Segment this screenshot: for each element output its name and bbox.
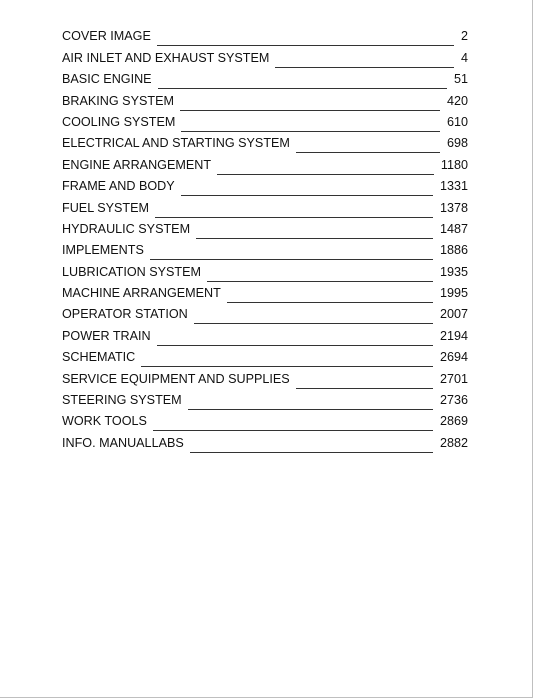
toc-entry-page: 1995 [439, 286, 468, 301]
toc-entry-title: INFO. MANUALLABS [62, 435, 184, 450]
toc-entry[interactable] [62, 86, 468, 107]
toc-leader-line [296, 152, 440, 153]
toc-entry-page: 2194 [439, 328, 468, 343]
toc-entry[interactable] [62, 407, 468, 428]
toc-entry-page: 610 [446, 114, 468, 129]
toc-entry-page: 1378 [439, 200, 468, 215]
toc-leader-line [141, 366, 433, 367]
toc-entry[interactable] [62, 108, 468, 129]
toc-entry-page: 2882 [439, 435, 468, 450]
toc-leader-line [181, 131, 440, 132]
toc-entry-title: ENGINE ARRANGEMENT [62, 157, 212, 172]
toc-entry-page: 2007 [439, 307, 468, 322]
toc-entry-page: 1935 [439, 264, 468, 279]
toc-leader-line [194, 323, 433, 324]
toc-leader-line [181, 195, 433, 196]
toc-entry-page: 1886 [439, 243, 468, 258]
toc-entry-title: HYDRAULIC SYSTEM [62, 221, 191, 236]
toc-leader-line [157, 345, 433, 346]
toc-entry[interactable] [62, 364, 468, 385]
toc-entry[interactable] [62, 257, 468, 278]
toc-leader-line [227, 302, 433, 303]
toc-entry[interactable] [62, 150, 468, 171]
toc-entry-page: 51 [453, 72, 468, 87]
toc-leader-line [207, 281, 433, 282]
toc-entry-page: 2701 [439, 371, 468, 386]
toc-leader-line [188, 409, 433, 410]
toc-leader-line [196, 238, 433, 239]
toc-entry-title: SCHEMATIC [62, 350, 136, 365]
toc-entry-title: FRAME AND BODY [62, 179, 175, 194]
toc-entry[interactable] [62, 129, 468, 150]
toc-entry-title: WORK TOOLS [62, 414, 147, 429]
table-of-contents [62, 22, 468, 450]
toc-entry-title: BRAKING SYSTEM [62, 93, 174, 108]
toc-entry-title: STEERING SYSTEM [62, 393, 182, 408]
toc-leader-line [190, 452, 433, 453]
toc-entry-title: COVER IMAGE [62, 29, 151, 44]
toc-entry-page: 2736 [439, 393, 468, 408]
toc-entry[interactable] [62, 279, 468, 300]
toc-entry-title: POWER TRAIN [62, 328, 151, 343]
toc-leader-line [158, 88, 447, 89]
toc-entry[interactable] [62, 215, 468, 236]
toc-entry-title: SERVICE EQUIPMENT AND SUPPLIES [62, 371, 290, 386]
toc-entry[interactable] [62, 65, 468, 86]
toc-leader-line [296, 388, 433, 389]
toc-leader-line [155, 217, 433, 218]
toc-leader-line [217, 174, 434, 175]
toc-entry-page: 698 [446, 136, 468, 151]
toc-entry-title: LUBRICATION SYSTEM [62, 264, 202, 279]
toc-entry[interactable] [62, 300, 468, 321]
toc-leader-line [275, 67, 454, 68]
toc-entry-page: 1487 [439, 221, 468, 236]
toc-entry[interactable] [62, 386, 468, 407]
toc-entry[interactable] [62, 22, 468, 43]
toc-entry[interactable] [62, 321, 468, 342]
toc-entry[interactable] [62, 428, 468, 449]
toc-entry-page: 2694 [439, 350, 468, 365]
toc-entry-title: BASIC ENGINE [62, 72, 152, 87]
toc-entry-title: ELECTRICAL AND STARTING SYSTEM [62, 136, 290, 151]
toc-leader-line [157, 45, 454, 46]
toc-entry[interactable] [62, 193, 468, 214]
toc-entry-title: IMPLEMENTS [62, 243, 144, 258]
toc-entry-title: FUEL SYSTEM [62, 200, 150, 215]
toc-entry[interactable] [62, 172, 468, 193]
toc-entry-title: AIR INLET AND EXHAUST SYSTEM [62, 50, 270, 65]
toc-leader-line [180, 110, 440, 111]
toc-entry-page: 4 [460, 50, 468, 65]
toc-entry-title: COOLING SYSTEM [62, 114, 176, 129]
toc-entry-page: 420 [446, 93, 468, 108]
toc-leader-line [153, 430, 433, 431]
toc-entry-title: MACHINE ARRANGEMENT [62, 286, 221, 301]
toc-entry-page: 1180 [440, 157, 468, 172]
toc-entry[interactable] [62, 236, 468, 257]
toc-entry-page: 1331 [439, 179, 468, 194]
toc-entry[interactable] [62, 343, 468, 364]
toc-entry-title: OPERATOR STATION [62, 307, 188, 322]
toc-entry-page: 2869 [439, 414, 468, 429]
toc-leader-line [150, 259, 433, 260]
toc-entry-page: 2 [460, 29, 468, 44]
toc-entry[interactable] [62, 43, 468, 64]
